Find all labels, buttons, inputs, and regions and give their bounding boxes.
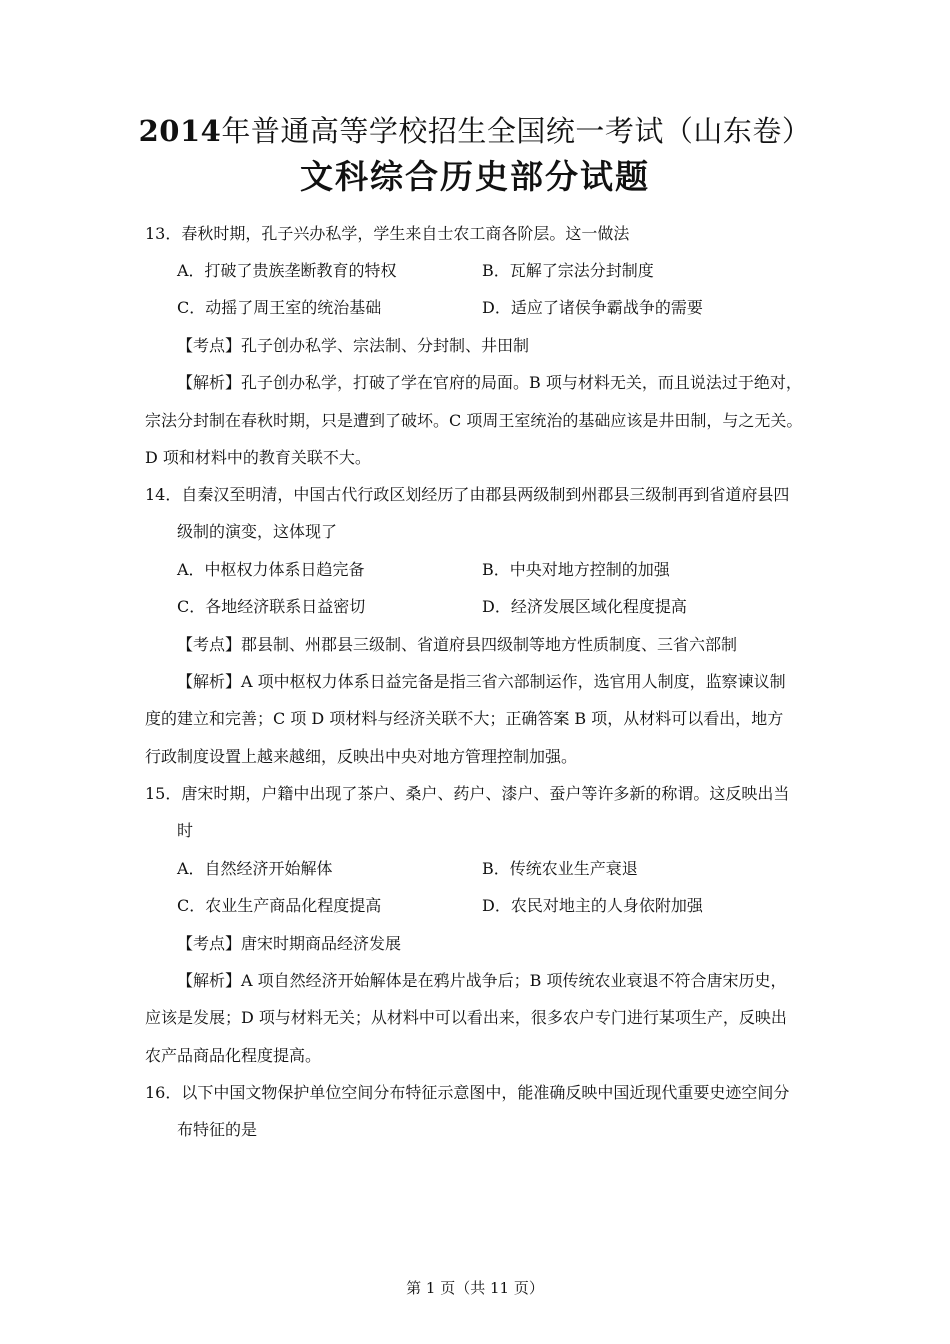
question-13-option-a: A．打破了贵族垄断教育的特权 [177, 261, 397, 280]
question-13-kaodian: 【考点】孔子创办私学、宗法制、分封制、井田制 [177, 336, 530, 355]
question-15-kaodian: 【考点】唐宋时期商品经济发展 [177, 934, 402, 953]
question-14-jiexi-line-3: 行政制度设置上越来越细，反映出中央对地方管理控制加强。 [145, 747, 578, 766]
page-number-footer: 第 1 页（共 11 页） [406, 1279, 544, 1297]
question-14-kaodian: 【考点】郡县制、州郡县三级制、省道府县四级制等地方性质制度、三省六部制 [177, 635, 738, 654]
question-15-jiexi-line-1: 【解析】A 项自然经济开始解体是在鸦片战争后；B 项传统农业衰退不符合唐宋历史， [177, 971, 787, 990]
question-14-stem-line-2: 级制的演变，这体现了 [177, 522, 338, 541]
question-15-option-d: D．农民对地主的人身依附加强 [482, 896, 703, 915]
question-13-option-b: B．瓦解了宗法分封制度 [482, 261, 654, 280]
question-15-option-a: A．自然经济开始解体 [177, 859, 333, 878]
exam-title-year: 2014 [138, 114, 222, 148]
question-15-stem-line-2: 时 [177, 821, 194, 840]
exam-subtitle: 文科综合历史部分试题 [300, 157, 650, 196]
question-13-jiexi-line-3: D 项和材料中的教育关联不大。 [145, 448, 371, 467]
question-13-stem: 13．春秋时期，孔子兴办私学，学生来自士农工商各阶层。这一做法 [145, 224, 630, 243]
question-13-option-d: D．适应了诸侯争霸战争的需要 [482, 298, 703, 317]
question-16-stem-line-2: 布特征的是 [177, 1120, 258, 1139]
question-15-stem-line-1: 15．唐宋时期，户籍中出现了茶户、桑户、药户、漆户、蚕户等许多新的称谓。这反映出当 [145, 784, 790, 803]
question-14-jiexi-line-1: 【解析】A 项中枢权力体系日益完备是指三省六部制运作，选官用人制度，监察谏议制 [177, 672, 786, 691]
question-15-option-b: B．传统农业生产衰退 [482, 859, 638, 878]
question-14-option-c: C．各地经济联系日益密切 [177, 597, 366, 616]
question-16-stem-line-1: 16．以下中国文物保护单位空间分布特征示意图中，能准确反映中国近现代重要史迹空间分 [145, 1083, 790, 1102]
question-14-option-d: D．经济发展区域化程度提高 [482, 597, 687, 616]
question-14-jiexi-line-2: 度的建立和完善；C 项 D 项材料与经济关联不大；正确答案 B 项，从材料可以看出，地方 [145, 709, 784, 728]
question-14-stem-line-1: 14．自秦汉至明清，中国古代行政区划经历了由郡县两级制到州郡县三级制再到省道府县四 [145, 485, 790, 504]
exam-title-text: 年普通高等学校招生全国统一考试（山东卷） [221, 114, 812, 148]
exam-title [0, 112, 950, 150]
question-13-jiexi-line-1: 【解析】孔子创办私学，打破了学在官府的局面。B 项与材料无关，而且说法过于绝对， [177, 373, 802, 392]
question-15-jiexi-line-2: 应该是发展；D 项与材料无关；从材料中可以看出来，很多农户专门进行某项生产，反映出 [145, 1008, 787, 1027]
question-15-option-c: C．农业生产商品化程度提高 [177, 896, 382, 915]
question-14-option-b: B．中央对地方控制的加强 [482, 560, 670, 579]
question-13-option-c: C．动摇了周王室的统治基础 [177, 298, 382, 317]
question-13-jiexi-line-2: 宗法分封制在春秋时期，只是遭到了破坏。C 项周王室统治的基础应该是井田制，与之无关。 [145, 411, 803, 430]
question-15-jiexi-line-3: 农产品商品化程度提高。 [145, 1046, 322, 1065]
question-14-option-a: A．中枢权力体系日趋完备 [177, 560, 365, 579]
